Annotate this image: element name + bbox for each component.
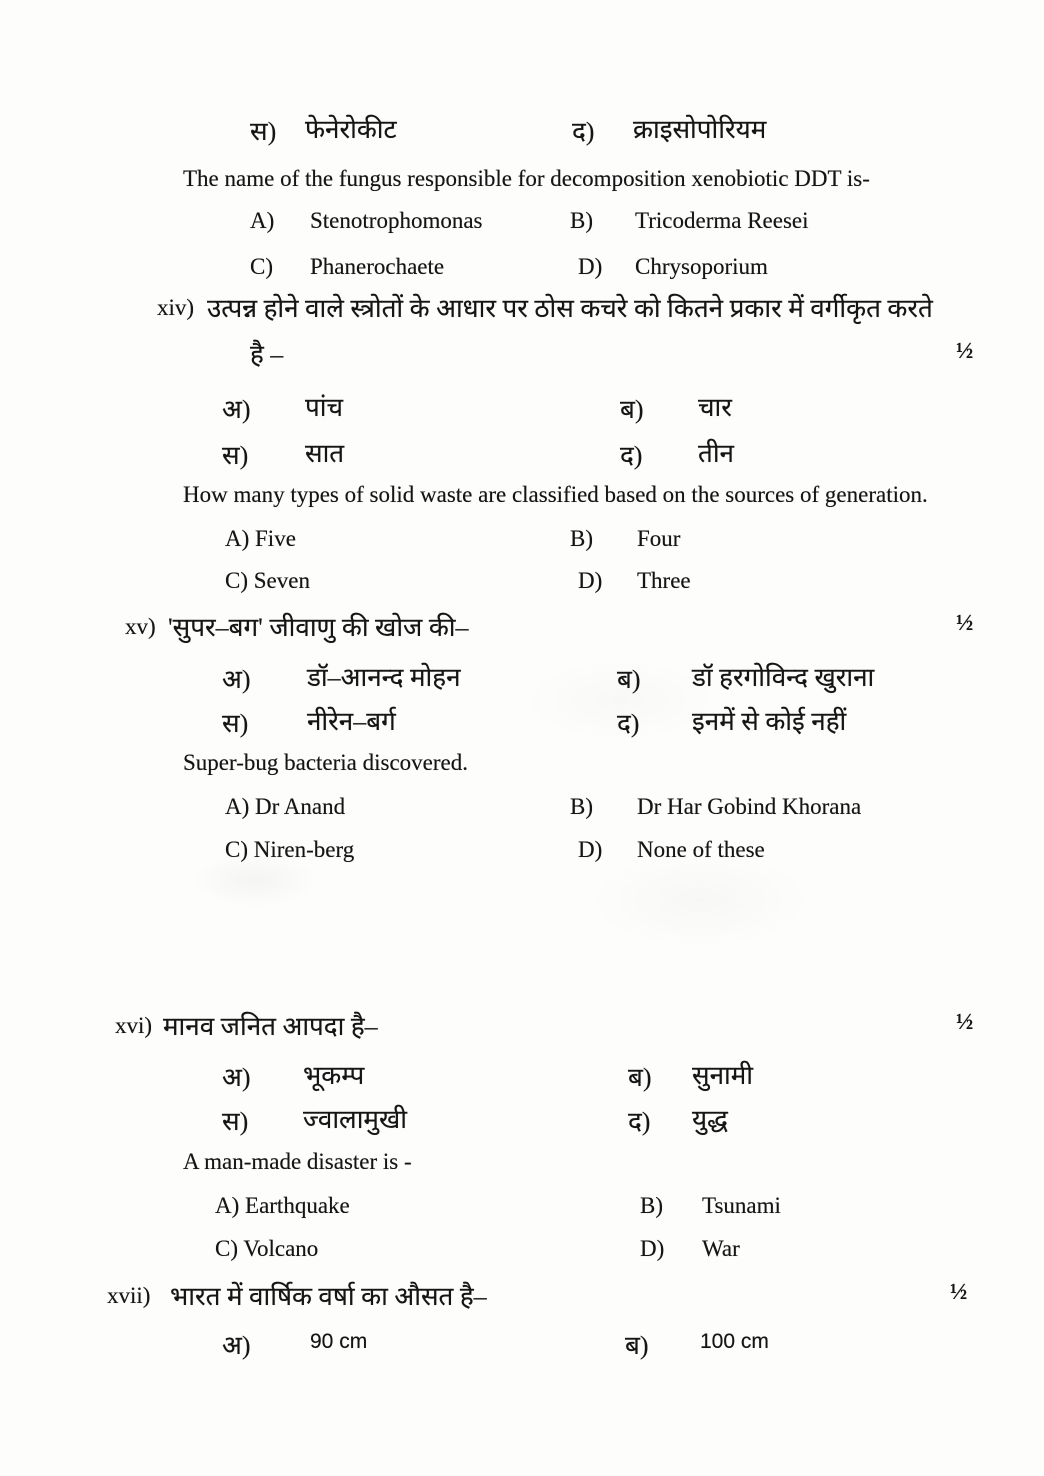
option-text-c: ज्वालामुखी bbox=[303, 1105, 407, 1134]
option-label-b: ब) bbox=[617, 665, 641, 694]
option-text-c: फेनेरोकीट bbox=[305, 115, 397, 144]
option-text-c: सात bbox=[305, 439, 345, 468]
option-label-b: B) bbox=[570, 526, 593, 551]
marks-half: ½ bbox=[956, 1009, 974, 1034]
option-label-c: स) bbox=[222, 709, 249, 738]
option-label-a: अ) bbox=[222, 395, 251, 424]
option-label-a: अ) bbox=[222, 1063, 251, 1092]
option-label-a: A) bbox=[250, 208, 275, 233]
option-label-a: अ) bbox=[222, 1331, 251, 1360]
option-label-c: स) bbox=[250, 117, 277, 146]
option-text-c: नीरेन–बर्ग bbox=[307, 707, 396, 736]
option-label-a: अ) bbox=[222, 665, 251, 694]
option-label-d: D) bbox=[578, 837, 603, 862]
option-text-b: Dr Har Gobind Khorana bbox=[637, 794, 862, 819]
option-label-b: ब) bbox=[620, 395, 644, 424]
option-text-c: C) Volcano bbox=[215, 1236, 319, 1261]
option-text-b: डॉ हरगोविन्द खुराना bbox=[692, 663, 875, 692]
question-text-english: How many types of solid waste are classified based on the sources of generation. bbox=[183, 482, 928, 507]
question-number: xv) bbox=[125, 614, 156, 639]
option-label-b: ब) bbox=[625, 1331, 649, 1360]
option-label-d: D) bbox=[578, 568, 603, 593]
question-text-english: A man-made disaster is - bbox=[183, 1149, 412, 1174]
option-label-d: D) bbox=[640, 1236, 665, 1261]
option-text-d: Chrysoporium bbox=[635, 254, 768, 279]
option-text-d: Three bbox=[637, 568, 691, 593]
option-label-b: B) bbox=[570, 208, 593, 233]
option-label-b: ब) bbox=[628, 1063, 652, 1092]
option-label-c: C) bbox=[250, 254, 273, 279]
question-text-english: Super-bug bacteria discovered. bbox=[183, 750, 469, 775]
option-label-d: द) bbox=[617, 709, 640, 738]
option-text-b: Four bbox=[637, 526, 681, 551]
marks-half: ½ bbox=[950, 1279, 968, 1304]
option-text-a: भूकम्प bbox=[303, 1061, 365, 1090]
option-label-c: स) bbox=[222, 1107, 249, 1136]
option-text-d: क्राइसोपोरियम bbox=[633, 115, 767, 144]
question-text-hindi: मानव जनित आपदा है– bbox=[163, 1012, 378, 1041]
question-number: xiv) bbox=[157, 295, 195, 320]
option-text-a: A) Five bbox=[225, 526, 296, 551]
option-text-b: Tsunami bbox=[702, 1193, 781, 1218]
question-number: xvii) bbox=[107, 1283, 151, 1308]
option-label-d: द) bbox=[572, 117, 595, 146]
question-number: xvi) bbox=[115, 1013, 153, 1038]
question-text-hindi: भारत में वार्षिक वर्षा का औसत है– bbox=[170, 1282, 487, 1311]
option-text-b: Tricoderma Reesei bbox=[635, 208, 809, 233]
option-label-c: स) bbox=[222, 441, 249, 470]
option-text-b: सुनामी bbox=[692, 1061, 754, 1090]
option-text-b: चार bbox=[698, 393, 732, 422]
option-text-d: युद्ध bbox=[692, 1105, 728, 1134]
option-label-d: द) bbox=[620, 441, 643, 470]
marks-half: ½ bbox=[956, 338, 974, 363]
question-text-english: The name of the fungus responsible for decomposition xenobiotic DDT is- bbox=[183, 166, 870, 191]
option-text-a: A) Earthquake bbox=[215, 1193, 350, 1218]
question-text-hindi-line1: उत्पन्न होने वाले स्त्रोतों के आधार पर ठोस कचरे को कितने प्रकार में वर्गीकृत करते bbox=[207, 294, 933, 323]
option-text-c: Phanerochaete bbox=[310, 254, 445, 279]
option-text-d: तीन bbox=[698, 439, 734, 468]
option-text-c: C) Seven bbox=[225, 568, 310, 593]
option-text-d: None of these bbox=[637, 837, 765, 862]
option-label-d: D) bbox=[578, 254, 603, 279]
option-text-a: पांच bbox=[305, 393, 344, 422]
option-text-a: A) Dr Anand bbox=[225, 794, 346, 819]
question-text-hindi-line2: है – bbox=[250, 340, 284, 369]
question-text-hindi: 'सुपर–बग' जीवाणु की खोज की– bbox=[168, 613, 469, 642]
option-label-b: B) bbox=[640, 1193, 663, 1218]
option-text-a: डॉ–आनन्द मोहन bbox=[307, 663, 461, 692]
marks-half: ½ bbox=[956, 610, 974, 635]
option-text-b: 100 cm bbox=[700, 1330, 769, 1353]
option-label-b: B) bbox=[570, 794, 593, 819]
option-text-d: इनमें से कोई नहीं bbox=[692, 707, 847, 736]
option-text-a: Stenotrophomonas bbox=[310, 208, 483, 233]
option-text-a: 90 cm bbox=[310, 1330, 368, 1353]
option-label-d: द) bbox=[628, 1107, 651, 1136]
option-text-c: C) Niren-berg bbox=[225, 837, 355, 862]
option-text-d: War bbox=[702, 1236, 740, 1261]
